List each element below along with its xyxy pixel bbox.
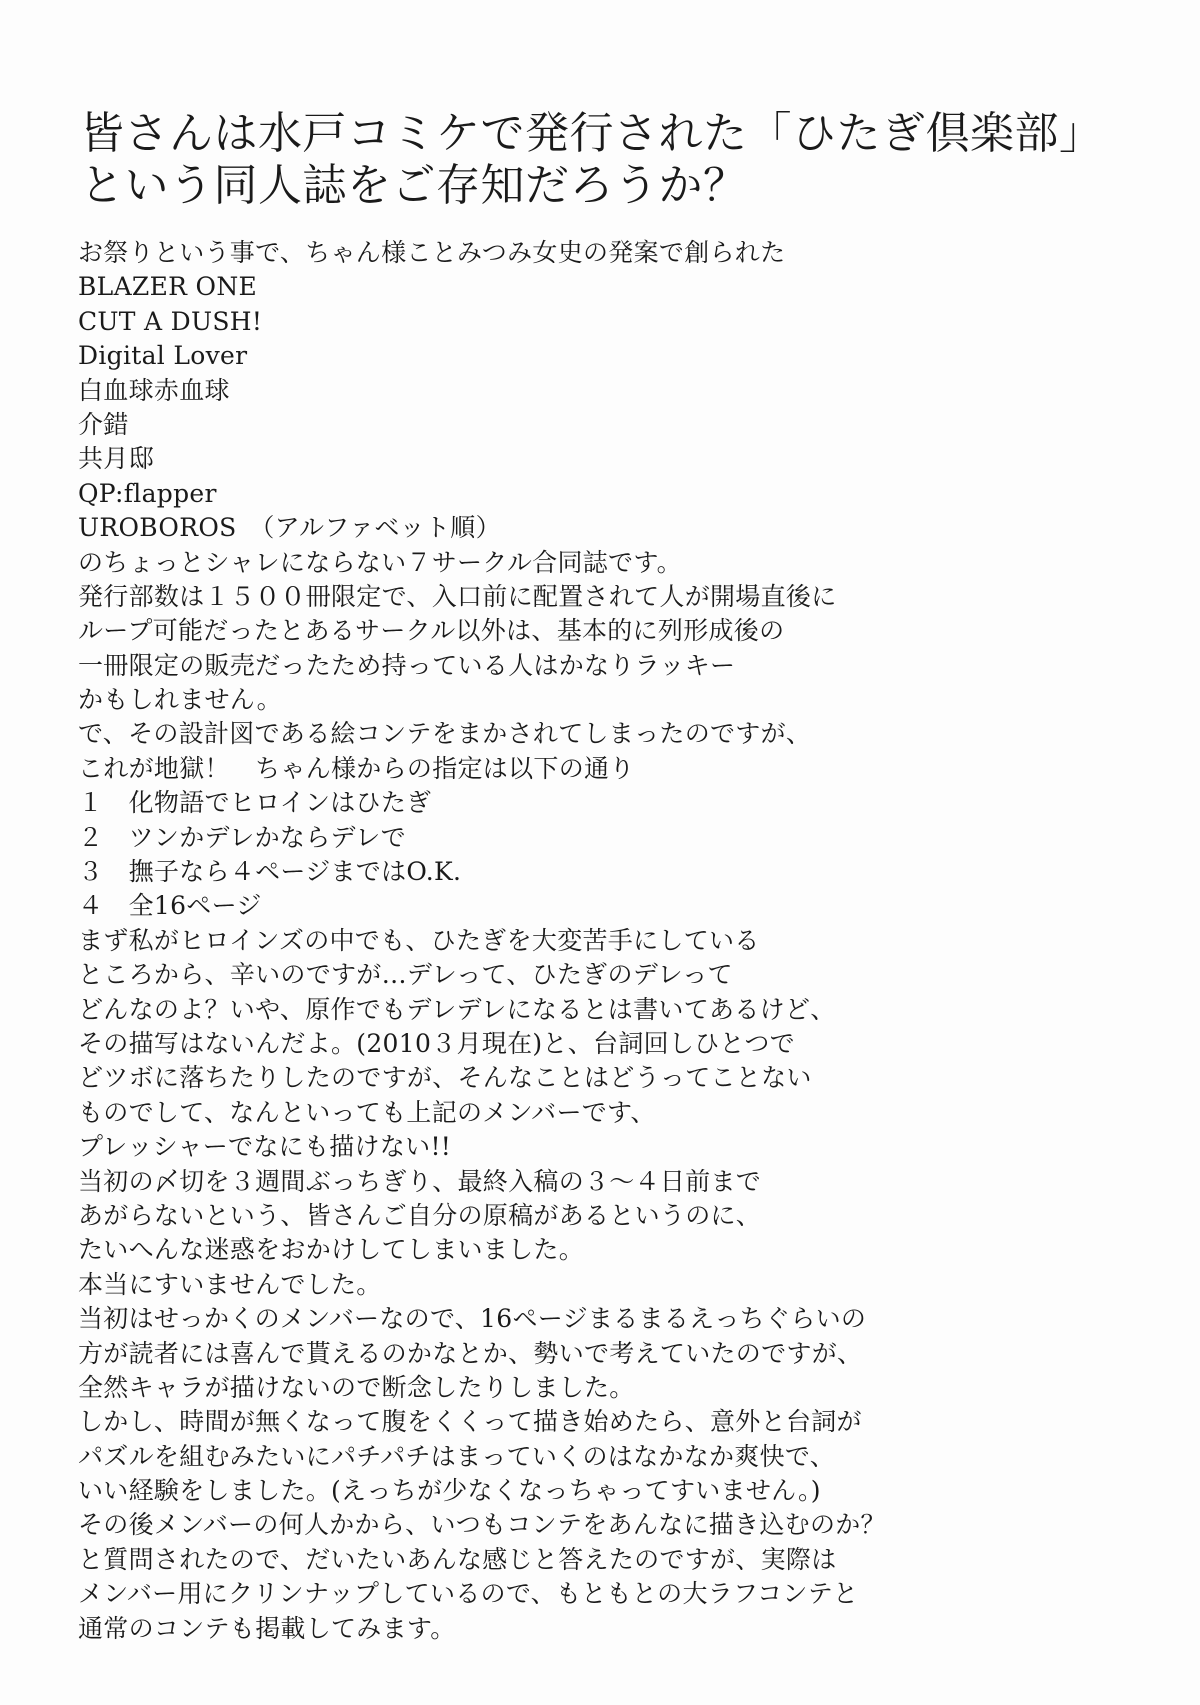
text-line: ところから、辛いのですが…デレって、ひたぎのデレって (78, 960, 733, 990)
text-line: 白血球赤血球 (78, 375, 230, 405)
text-line: たいへんな迷惑をおかけしてしまいました。 (78, 1235, 585, 1265)
text-line: あがらないという、皆さんご自分の原稿があるというのに、 (78, 1200, 762, 1230)
text-line: プレッシャーでなにも描けない!! (78, 1132, 452, 1162)
text-line: で、その設計図である絵コンテをまかされてしまったのですが、 (78, 719, 812, 749)
text-line: かもしれません。 (78, 685, 282, 715)
text-line: と質問されたので、だいたいあんな感じと答えたのですが、実際は (78, 1544, 837, 1574)
text-line: しかし、時間が無くなって腹をくくって描き始めたら、意外と台詞が (78, 1407, 862, 1437)
text-line: まず私がヒロインズの中でも、ひたぎを大変苦手にしている (78, 925, 760, 955)
text-line: 当初の〆切を３週間ぶっちぎり、最終入稿の３～４日前まで (78, 1166, 762, 1196)
text-line: UROBOROS （アルファベット順） (78, 513, 501, 543)
text-line: ４ 全16ページ (78, 891, 262, 921)
text-line: これが地獄！ ちゃん様からの指定は以下の通り (78, 753, 635, 783)
text-line: １ 化物語でヒロインはひたぎ (78, 788, 432, 818)
text-line: BLAZER ONE (78, 272, 258, 302)
title-line-1: 皆さんは水戸コミケで発行された「ひたぎ倶楽部」 (80, 108, 1104, 159)
text-line: 一冊限定の販売だったため持っている人はかなりラッキー (78, 650, 736, 680)
text-line: いい経験をしました。(えっちが少なくなっちゃってすいません。) (78, 1476, 821, 1506)
text-line: ものでして、なんといっても上記のメンバーです、 (78, 1097, 656, 1127)
text-line: ループ可能だったとあるサークル以外は、基本的に列形成後の (78, 616, 785, 646)
text-line: その後メンバーの何人かから、いつもコンテをあんなに描き込むのか？ (78, 1510, 886, 1540)
text-line: QP:flapper (78, 478, 217, 508)
text-line: 方が読者には喜んで貰えるのかなとか、勢いで考えていたのですが、 (78, 1338, 863, 1368)
text-line: Digital Lover (78, 341, 248, 371)
text-line: のちょっとシャレにならない７サークル合同誌です。 (78, 547, 682, 577)
text-line: その描写はないんだよ。(2010３月現在)と、台詞回しひとつで (78, 1028, 795, 1058)
text-line: ３ 撫子なら４ページまではO.K. (78, 857, 462, 887)
text-line: 本当にすいませんでした。 (78, 1269, 382, 1299)
text-line: 通常のコンテも掲載してみます。 (78, 1613, 456, 1643)
text-line: どツボに落ちたりしたのですが、そんなことはどうってことない (78, 1063, 812, 1093)
text-line: 共月邸 (78, 444, 154, 474)
text-line: どんなのよ？いや、原作でもデレデレになるとは書いてあるけど、 (78, 994, 836, 1024)
title-line-2: という同人誌をご存知だろうか？ (80, 160, 748, 211)
text-line: 介錯 (78, 409, 129, 439)
body-text (78, 236, 1158, 1646)
page-title (80, 108, 1140, 212)
text-line: メンバー用にクリンナップしているので、もともとの大ラフコンテと (78, 1579, 859, 1609)
text-line: 当初はせっかくのメンバーなので、16ページまるまるえっちぐらいの (78, 1304, 867, 1334)
text-line: パズルを組むみたいにパチパチはまっていくのはなかなか爽快で、 (78, 1441, 836, 1471)
text-line: ２ ツンかデレかならデレで (78, 822, 406, 852)
text-line: 発行部数は１５００冊限定で、入口前に配置されて人が開場直後に (78, 581, 837, 611)
text-line: CUT A DUSH! (78, 306, 263, 336)
text-line: お祭りという事で、ちゃん様ことみつみ女史の発案で創られた (78, 238, 786, 267)
text-line: 全然キャラが描けないので断念したりしました。 (78, 1372, 635, 1402)
